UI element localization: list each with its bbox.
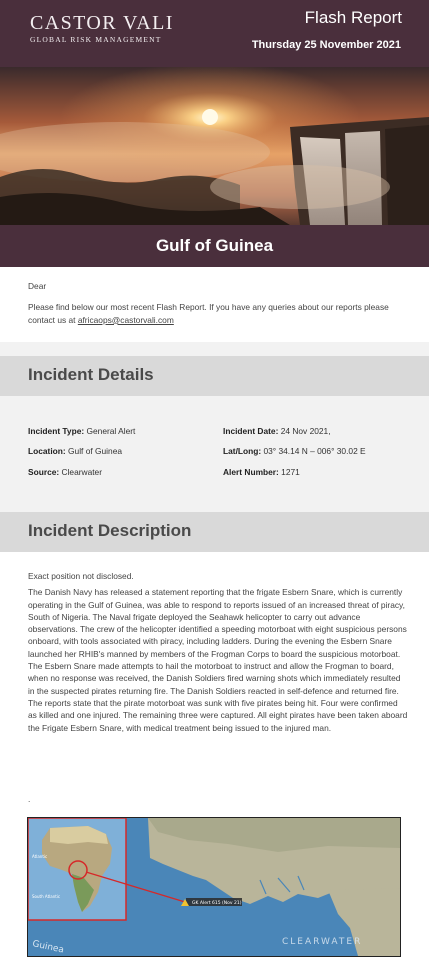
alert-number-row [223, 467, 300, 477]
description-paragraph: The Danish Navy has released a statement reporting that the frigate Esbern Snare, which is currently operating in the Gulf of Guinea, was able to respond to reports issued of an increased threat of piracy, South of Nigeria. The Naval frigate deployed the Seahawk helicopter to carry out advance observations. The crew of the helicopter identified a speeding motorboat with eight suspicious persons onboard, with tools associated with piracy, including ladders. During the evening the Esbern Snare launched her RHIB's manned by members of the Frogman Corps to board the suspicious motorboat. The Esbern Snare made attempts to hail the motorboat to instruct and allow the Frogman to board, when no response was received, the Danish Soldiers fired warning shots which immediately resulted in the suspected pirates returning fire. The Danish Soldiers reacted in self-defence and returned fire. The reports state that the pirate motorboat was sunk with five pirates being hit. Four were confirmed as killed and one injured. The remaining three were captured. All eight pirates have been taken aboard the Frigate Esbern Snare, with medical treatment being issued to the injured man. [28, 587, 408, 733]
alert-number-label: Alert Number: [223, 467, 279, 477]
incident-details-heading: Incident Details [28, 365, 154, 384]
brand-name: CASTOR VALI [30, 12, 174, 34]
incident-date-row [223, 426, 331, 436]
alert-number-value: 1271 [281, 467, 300, 477]
inset-label-atlantic: Atlantic [32, 854, 48, 859]
location-label: Location: [28, 446, 66, 456]
incident-details-header [0, 356, 429, 396]
location-value: Gulf of Guinea [68, 446, 123, 456]
hero-waterfall-image [0, 67, 429, 225]
section-spacer [0, 498, 429, 512]
source-value: Clearwater [61, 467, 103, 477]
intro-message-text: Please find below our most recent Flash Report. If you have any queries about our reports please contact us at [28, 302, 389, 325]
clearwater-watermark: CLEARWATER [282, 937, 363, 947]
report-date: Thursday 25 November 2021 [251, 39, 401, 51]
marker-label: GK Alert 615 (Nov 21) [192, 901, 242, 906]
latlong-row [223, 446, 366, 456]
intro-text [28, 280, 408, 326]
incident-description-heading: Incident Description [28, 521, 192, 540]
incident-marker[interactable] [181, 898, 242, 906]
source-label: Source: [28, 467, 60, 477]
sunset-waterfall-illustration [0, 67, 429, 225]
latlong-label: Lat/Long: [223, 446, 262, 456]
incident-description-body [28, 570, 408, 734]
incident-type-label: Incident Type: [28, 426, 85, 436]
contact-email-link[interactable]: africaops@castorvali.com [77, 314, 174, 325]
section-spacer [0, 342, 429, 356]
location-row [28, 446, 122, 456]
incident-type-row [28, 426, 135, 436]
region-banner: Gulf of Guinea [0, 225, 429, 267]
intro-message [28, 301, 408, 326]
source-row [28, 467, 102, 477]
gulf-of-guinea-map [28, 818, 400, 956]
report-title: Flash Report [304, 8, 402, 27]
incident-type-value: General Alert [86, 426, 136, 436]
greeting: Dear [28, 281, 47, 291]
incident-date-label: Incident Date: [223, 426, 279, 436]
incident-description-header [0, 512, 429, 552]
sea-label: Guinea [31, 939, 65, 956]
email-header [0, 0, 429, 67]
trailing-dot: . [28, 794, 31, 804]
incident-location-map[interactable] [27, 817, 401, 957]
incident-date-value: 24 Nov 2021, [280, 426, 331, 436]
inset-label-south-atlantic: South Atlantic [32, 894, 61, 899]
castor-vali-logo[interactable] [30, 12, 174, 44]
brand-subtitle: GLOBAL RISK MANAGEMENT [30, 35, 162, 44]
latlong-value: 03° 34.14 N – 006° 30.02 E [263, 446, 366, 456]
position-note: Exact position not disclosed. [28, 571, 134, 581]
